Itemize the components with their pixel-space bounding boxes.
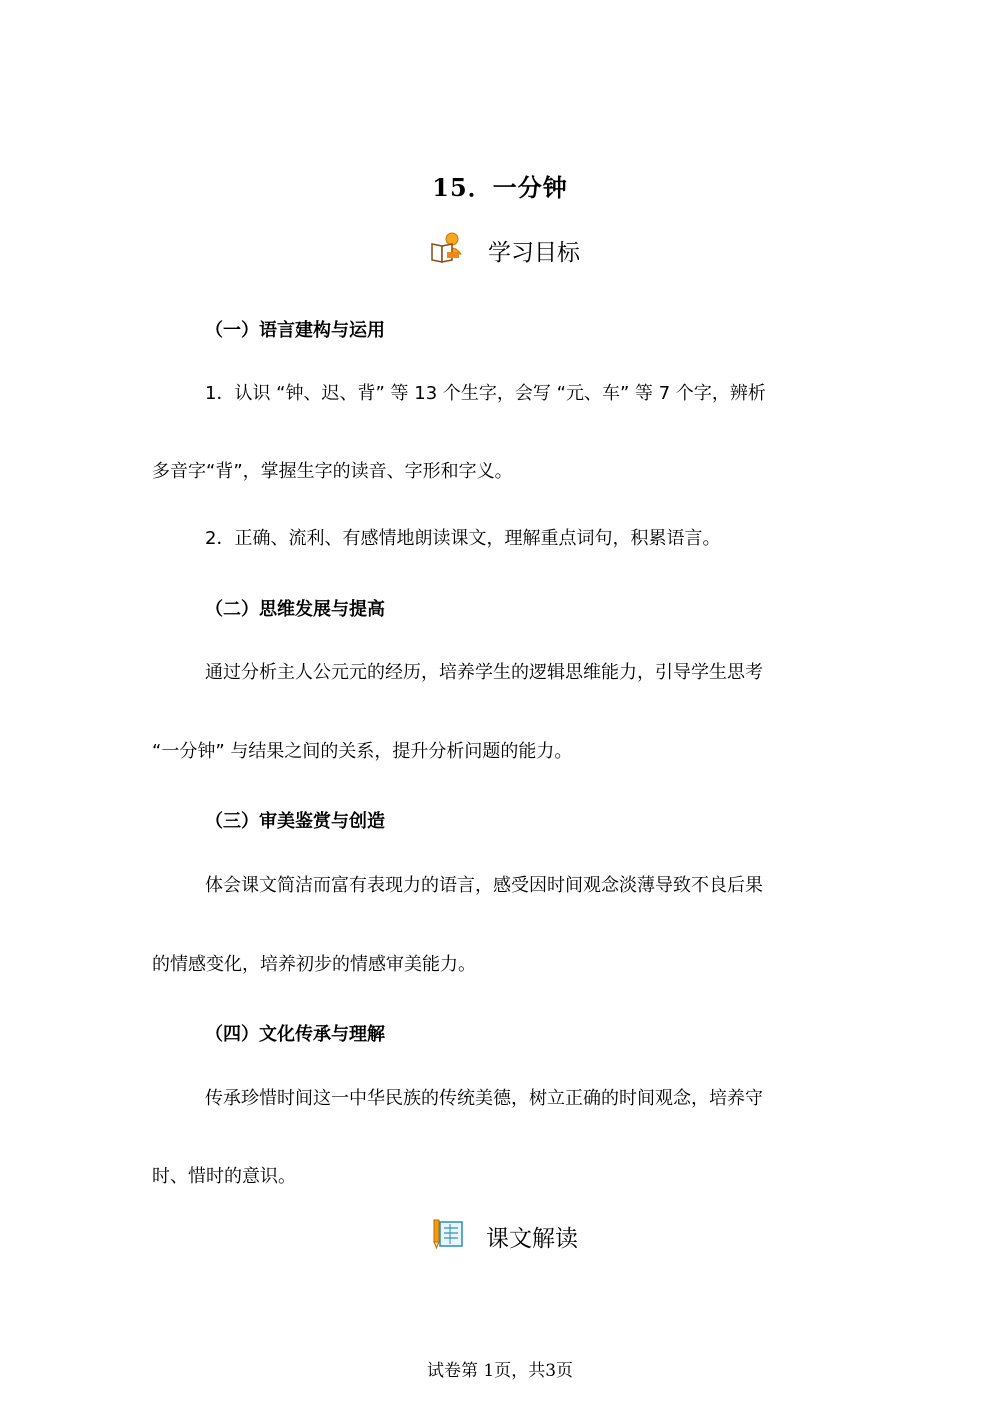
- reader-person-icon: [430, 232, 466, 268]
- document-title: 15．一分钟: [432, 173, 568, 202]
- section-heading-reading: [432, 1218, 578, 1254]
- paragraph-4-line-1: 体会课文简洁而富有表现力的语言，感受因时间观念淡薄导致不良后果: [205, 875, 763, 896]
- notebook-pencil-icon: [432, 1218, 464, 1254]
- section-heading-label: 课文解读: [486, 1225, 578, 1252]
- paragraph-1-line-2: 多音字“背”，掌握生字的读音、字形和字义。: [152, 461, 513, 482]
- paragraph-5-line-2: 时、惜时的意识。: [152, 1166, 296, 1187]
- paragraph-4-line-2: 的情感变化，培养初步的情感审美能力。: [152, 954, 476, 975]
- page-footer: 试卷第 1页，共3页: [426, 1361, 574, 1381]
- section-heading-label: 学习目标: [488, 239, 580, 266]
- subheading-language: （一）语言建构与运用: [205, 320, 385, 341]
- paragraph-3-line-1: 通过分析主人公元元的经历，培养学生的逻辑思维能力，引导学生思考: [205, 662, 763, 683]
- paragraph-1-line-1: 1．认识 “钟、迟、背” 等 13 个生字，会写 “元、车” 等 7 个字，辨析: [205, 383, 766, 404]
- paragraph-2: 2．正确、流利、有感情地朗读课文，理解重点词句，积累语言。: [205, 528, 721, 549]
- subheading-culture: （四）文化传承与理解: [205, 1024, 385, 1045]
- section-heading-goals: [430, 232, 580, 268]
- paragraph-3-line-2: “一分钟” 与结果之间的关系，提升分析问题的能力。: [152, 741, 573, 762]
- subheading-thinking: （二）思维发展与提高: [205, 599, 385, 620]
- subheading-aesthetics: （三）审美鉴赏与创造: [205, 811, 385, 832]
- paragraph-5-line-1: 传承珍惜时间这一中华民族的传统美德，树立正确的时间观念，培养守: [205, 1088, 763, 1109]
